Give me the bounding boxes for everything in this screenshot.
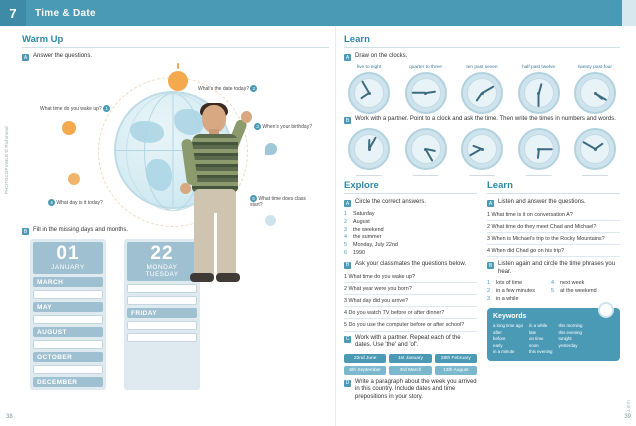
person-pointing-hand (241, 111, 252, 123)
explore-task-a-badge: A (345, 200, 350, 207)
clock-cell (401, 128, 451, 176)
date-chip[interactable]: 6th September (344, 366, 386, 375)
listen-question: 1 What time is it on conversation A? (487, 211, 620, 221)
calendar-months (30, 239, 106, 390)
calendar-months-header (33, 242, 103, 274)
clock-cell (457, 128, 507, 176)
keyword: a long time ago (493, 322, 524, 328)
keyword: in a while (529, 322, 548, 328)
list-item[interactable] (344, 250, 477, 258)
option-number-b: 4 (551, 280, 554, 287)
clock-row-bottom (344, 128, 620, 176)
list-item[interactable] (344, 211, 477, 219)
option-text: Monday, July 22nd (353, 242, 398, 249)
explore-section (344, 180, 477, 405)
sunrise-icon (68, 173, 80, 185)
clock-cell (570, 128, 620, 176)
keywords-box (487, 308, 620, 361)
calendar-month-item: OCTOBER (33, 352, 103, 362)
clock-cell (344, 128, 394, 176)
option-number: 2 (487, 288, 490, 295)
callout-day-today (48, 199, 128, 206)
clock-face[interactable] (348, 72, 390, 114)
clock-center-pin (594, 148, 597, 151)
callout-wake-up (40, 105, 126, 112)
learn-task-b-instruction: Work with a partner. Point to a clock and ask the time. Then write the times in numbers and words. (355, 116, 616, 122)
sun-icon (62, 121, 76, 135)
person-hand (180, 183, 191, 194)
right-page-number: 39 (624, 414, 631, 420)
option-number: 2 (344, 218, 347, 225)
person-shirt (192, 134, 238, 192)
warm-up-task-a (22, 53, 329, 61)
learn-bottom-task-a (487, 199, 620, 207)
keywords-column (529, 323, 552, 356)
page-title: Time & Date (35, 7, 96, 19)
option-text-b: next week (560, 280, 585, 287)
keyword: after (493, 329, 502, 335)
keywords-column (493, 323, 523, 356)
person-leg-gap (214, 213, 217, 275)
task-a-badge: A (23, 54, 28, 61)
listen-question: 2 What time do they meet Chad and Michael? (487, 223, 620, 233)
option-number: 6 (344, 250, 347, 257)
clock-center-pin (537, 92, 540, 95)
clock-center-pin (368, 148, 371, 151)
sun-icon (168, 71, 188, 91)
calendar-weekday-label: MONDAY (146, 264, 178, 271)
explore-question: 5 Do you use the computer before or after school? (344, 321, 477, 331)
date-chip[interactable]: 22nd June (344, 354, 386, 363)
learn-bottom-task-a-badge: A (488, 200, 493, 207)
clock-face[interactable] (405, 72, 447, 114)
learn-bottom-task-b-instruction: Listen again and circle the time phrases you hear. (498, 261, 616, 275)
right-side-note: Unit 7 (626, 400, 631, 412)
list-item[interactable] (487, 280, 620, 288)
clock-minute-hand (539, 148, 553, 150)
date-chip[interactable]: 1st January (389, 354, 431, 363)
calendar-month-item: AUGUST (33, 327, 103, 337)
option-number-b: 5 (551, 288, 554, 295)
learn-task-a-badge: A (345, 54, 350, 61)
clock-answer-line[interactable]: __________ (469, 171, 495, 176)
learn-top-divider (344, 47, 620, 48)
explore-task-c-instruction: Work with a partner. Repeat each of the dates. Use 'the' and 'of'. (355, 334, 461, 349)
side-credit-label: PHOTOCOPIABLE © Richmond (4, 126, 9, 194)
callout-badge: 1 (103, 105, 110, 112)
calendar-day-number: 01 (56, 243, 80, 264)
list-item[interactable] (344, 234, 477, 242)
option-number: 5 (344, 242, 347, 249)
left-page-number: 38 (6, 414, 13, 420)
explore-task-b-badge: B (345, 262, 350, 269)
keyword: this evening (558, 329, 582, 335)
clock-center-pin (594, 92, 597, 95)
page-header (0, 0, 636, 26)
calendar-month-blank[interactable] (33, 315, 103, 324)
learn-bottom-task-b-badge: B (488, 262, 493, 269)
keyword: early (493, 342, 503, 348)
listen-question: 3 When is Michael's trip to the Rocky Mountains? (487, 235, 620, 245)
learn-task-b (344, 116, 620, 124)
callout-text: What's the date today? (198, 85, 249, 92)
clock-cell (401, 65, 451, 114)
option-text-a: in a few minutes (496, 288, 535, 295)
learn-task-a (344, 53, 620, 61)
clock-caption: five to eight (356, 65, 382, 70)
calendar-month-label: JANUARY (51, 264, 85, 271)
callout-text: What day is it today? (56, 199, 103, 206)
warm-up-divider (22, 47, 329, 48)
keywords-columns (493, 323, 614, 356)
option-text: the summer (353, 234, 382, 241)
bottom-sections (344, 180, 620, 405)
option-text: the weekend (353, 226, 384, 233)
clock-cell (514, 128, 564, 176)
task-a-instruction: Answer the questions. (33, 53, 93, 59)
calendar-day-number: 22 (150, 243, 174, 264)
clock-face[interactable] (405, 128, 447, 170)
date-chip[interactable]: 13th August (435, 366, 477, 375)
clock-cell (514, 65, 564, 114)
explore-task-a (344, 199, 477, 207)
clock-cell (570, 65, 620, 114)
explore-task-b (344, 261, 477, 269)
option-number: 3 (487, 296, 490, 303)
keywords-badge-icon (598, 302, 614, 318)
option-text: August (353, 218, 370, 225)
globe-landmass (146, 159, 172, 191)
listen-question: 4 When did Chad go on his trip? (487, 247, 620, 257)
clock-center-pin (481, 92, 484, 95)
list-item[interactable] (344, 219, 477, 227)
option-number: 1 (344, 211, 347, 217)
option-text: Saturday (353, 211, 375, 217)
learn-bottom-task-b (487, 261, 620, 276)
calendar-weekday-label: TUESDAY (145, 271, 179, 278)
task-b-badge: B (23, 228, 28, 235)
calendar-month-item: DECEMBER (33, 377, 103, 387)
clock-caption: ten past seven (466, 65, 498, 70)
unit-number: 7 (0, 0, 26, 26)
keyword: on time (529, 336, 544, 342)
option-text-a: in a while (496, 296, 519, 303)
clock-face[interactable] (348, 128, 390, 170)
explore-question: 2 What year were you born? (344, 285, 477, 295)
calendar-day-blank[interactable] (127, 321, 197, 330)
clock-cell (457, 65, 507, 114)
list-item[interactable] (344, 227, 477, 235)
explore-heading: Explore (344, 180, 379, 191)
learn-top-heading: Learn (344, 34, 370, 45)
callout-class-start (250, 195, 316, 208)
clock-center-pin (537, 148, 540, 151)
calendar-month-blank[interactable] (33, 340, 103, 349)
clock-center-pin (481, 148, 484, 151)
keywords-column (558, 323, 582, 356)
clock-minute-hand (538, 93, 540, 107)
learn-bottom-section (487, 180, 620, 405)
explore-question: 3 What day did you arrive? (344, 297, 477, 307)
keyword: soon (529, 342, 539, 348)
learn-bottom-divider (487, 193, 620, 194)
calendar-month-item: MAY (33, 302, 103, 312)
clock-answer-line[interactable]: __________ (582, 171, 608, 176)
calendar-month-blank[interactable] (33, 290, 103, 299)
clock-center-pin (368, 92, 371, 95)
clock-answer-line[interactable]: __________ (356, 171, 382, 176)
callout-text: What time does class start? (250, 195, 306, 208)
clock-center-pin (424, 92, 427, 95)
clock-face[interactable] (461, 128, 503, 170)
explore-task-c-badge: C (345, 336, 350, 343)
keyword: before (493, 336, 506, 342)
explore-task-d-instruction: Write a paragraph about the week you arrived in this country. Include dates and time prepositions in your story. (355, 378, 477, 400)
learn-bottom-task-a-instruction: Listen and answer the questions. (498, 199, 586, 205)
explore-question: 4 Do you watch TV before or after dinner? (344, 309, 477, 319)
callout-text: When's your birthday? (262, 123, 312, 130)
clock-cell (344, 65, 394, 114)
calendar-weekday-item: FRIDAY (127, 308, 197, 318)
learn-task-b-badge: B (345, 117, 350, 124)
option-text: 1990 (353, 250, 365, 257)
calendar-month-blank[interactable] (33, 365, 103, 374)
option-number: 1 (487, 280, 490, 287)
keyword: in a minute (493, 349, 515, 355)
explore-task-b-instruction: Ask your classmates the questions below. (355, 260, 467, 267)
clock-caption: half past twelve (521, 65, 556, 70)
explore-task-a-instruction: Circle the correct answers. (355, 199, 427, 205)
warm-up-heading: Warm Up (22, 34, 64, 45)
keywords-title: Keywords (493, 312, 527, 320)
time-phrase-options (487, 280, 620, 303)
learn-bottom-heading: Learn (487, 180, 513, 191)
clock-caption: twenty past four (578, 65, 612, 70)
callout-date-today (198, 85, 278, 92)
keyword: late (529, 329, 537, 335)
warm-up-illustration (22, 65, 329, 225)
clock-row-top (344, 65, 620, 114)
callout-badge: 5 (250, 195, 257, 202)
clock-face[interactable] (574, 72, 616, 114)
keyword: yesterday (558, 342, 578, 348)
learn-task-a-instruction: Draw on the clocks. (355, 53, 408, 59)
callout-badge: 3 (254, 123, 261, 130)
explore-divider (344, 193, 477, 194)
moon-icon (265, 143, 277, 155)
clock-face[interactable] (518, 72, 560, 114)
clock-face[interactable] (461, 72, 503, 114)
explore-question: 1 What time do you wake up? (344, 273, 477, 283)
explore-options-list (344, 211, 477, 258)
left-page (0, 26, 335, 426)
clock-caption: quarter to three (409, 65, 442, 70)
calendar-day-blank[interactable] (127, 333, 197, 342)
explore-task-c (344, 335, 477, 350)
task-b-instruction: Fill in the missing days and months. (33, 227, 129, 233)
callout-text: What time do you wake up? (40, 105, 102, 112)
person-shoe (216, 273, 240, 282)
list-item[interactable] (487, 288, 620, 296)
keyword: tonight (558, 336, 572, 342)
list-item[interactable] (344, 242, 477, 250)
clock-answer-line[interactable]: __________ (412, 171, 439, 176)
callout-birthday (254, 123, 314, 130)
calendar-month-item: MARCH (33, 277, 103, 287)
header-tail-decoration (622, 0, 636, 26)
clock-answer-line[interactable]: __________ (525, 171, 552, 176)
option-text-b: at the weekend (560, 288, 597, 295)
explore-task-d-badge: D (345, 380, 350, 387)
keyword: this morning (558, 322, 583, 328)
clock-dot-icon (265, 215, 276, 226)
callout-badge: 2 (250, 85, 257, 92)
calendar-day-blank[interactable] (127, 296, 197, 305)
date-chip-grid (344, 354, 477, 375)
option-text-a: lots of time (496, 280, 523, 287)
clock-face[interactable] (518, 128, 560, 170)
date-chip[interactable]: 3rd March (389, 366, 431, 375)
explore-task-d (344, 379, 477, 402)
page-spread (0, 26, 636, 426)
option-number: 3 (344, 226, 347, 233)
date-chip[interactable]: 28th February (435, 354, 477, 363)
person-shoe (190, 273, 214, 282)
clock-face[interactable] (574, 128, 616, 170)
keyword: this evening (529, 349, 553, 355)
clock-center-pin (424, 148, 427, 151)
callout-badge: 4 (48, 199, 55, 206)
option-number: 4 (344, 234, 347, 241)
right-page (335, 26, 636, 426)
